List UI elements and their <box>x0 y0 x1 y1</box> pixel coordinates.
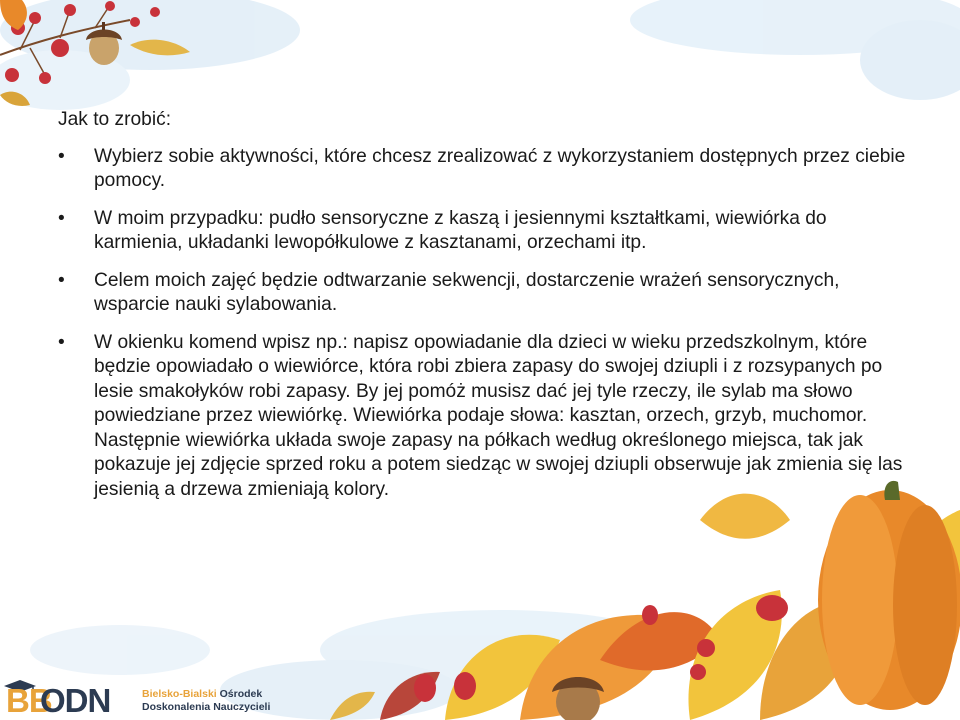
list-item-text: W moim przypadku: pudło sensoryczne z kaszą i jesiennymi kształtkami, wiewiórka do karmienia, układanki lewopółkulowe z kasztanami, orzechami itp. <box>94 207 827 253</box>
list-item <box>58 331 908 503</box>
list-item-text: Celem moich zajęć będzie odtwarzanie sekwencji, dostarczenie wrażeń sensorycznych, wsparcie nauki sylabowania. <box>94 269 840 315</box>
bullet-list <box>58 145 908 503</box>
list-item-text: Wybierz sobie aktywności, które chcesz zrealizować z wykorzystaniem dostępnych przez ciebie pomocy. <box>94 145 906 191</box>
logo-line-1-part-2: Ośrodek <box>216 688 263 700</box>
bbodn-logo <box>0 676 300 720</box>
content-area <box>58 108 908 515</box>
logo-line-2: Doskonalenia Nauczycieli <box>142 701 271 713</box>
list-item-text: W okienku komend wpisz np.: napisz opowiadanie dla dzieci w wieku przedszkolnym, które będzie opowiadało o wiewiórce, która robi zbiera zapasy do swojej dziupli i z rozsypanych po lesie smakołyków robi zapasy. By jej pomóż musisz dać jej tyle rzeczy, ile sylab ma słowo powiedziane przez wiewiórkę. Wiewiórka podaje słowa: kasztan, orzech, grzyb, muchomor. Następnie wiewiórka układa swoje zapasy na półkach według określonego miejsca, tak jak pokazuje jej zdjęcie sprzed roku a potem siedząc w swojej dziupli obserwuje jak zmienia się las jesienią a drzewa zmieniają kolory. <box>94 331 903 500</box>
list-item <box>58 145 908 194</box>
logo-line-1 <box>142 688 270 701</box>
bullet-icon: • <box>58 269 65 291</box>
logo-mark-bb: BB <box>6 682 52 719</box>
logo-mark-odn: ODN <box>40 682 111 719</box>
logo-line-1-part-1: Bielsko-Bialski <box>142 688 217 700</box>
bullet-icon: • <box>58 145 65 167</box>
logo-text <box>142 688 270 714</box>
list-item <box>58 207 908 256</box>
intro-heading: Jak to zrobić: <box>58 109 172 130</box>
acorn-icon <box>552 677 604 720</box>
list-item <box>58 269 908 318</box>
watercolor-wash-top <box>0 0 960 110</box>
bullet-icon: • <box>58 207 65 229</box>
bullet-icon: • <box>58 331 65 353</box>
pumpkin-icon <box>818 481 960 710</box>
